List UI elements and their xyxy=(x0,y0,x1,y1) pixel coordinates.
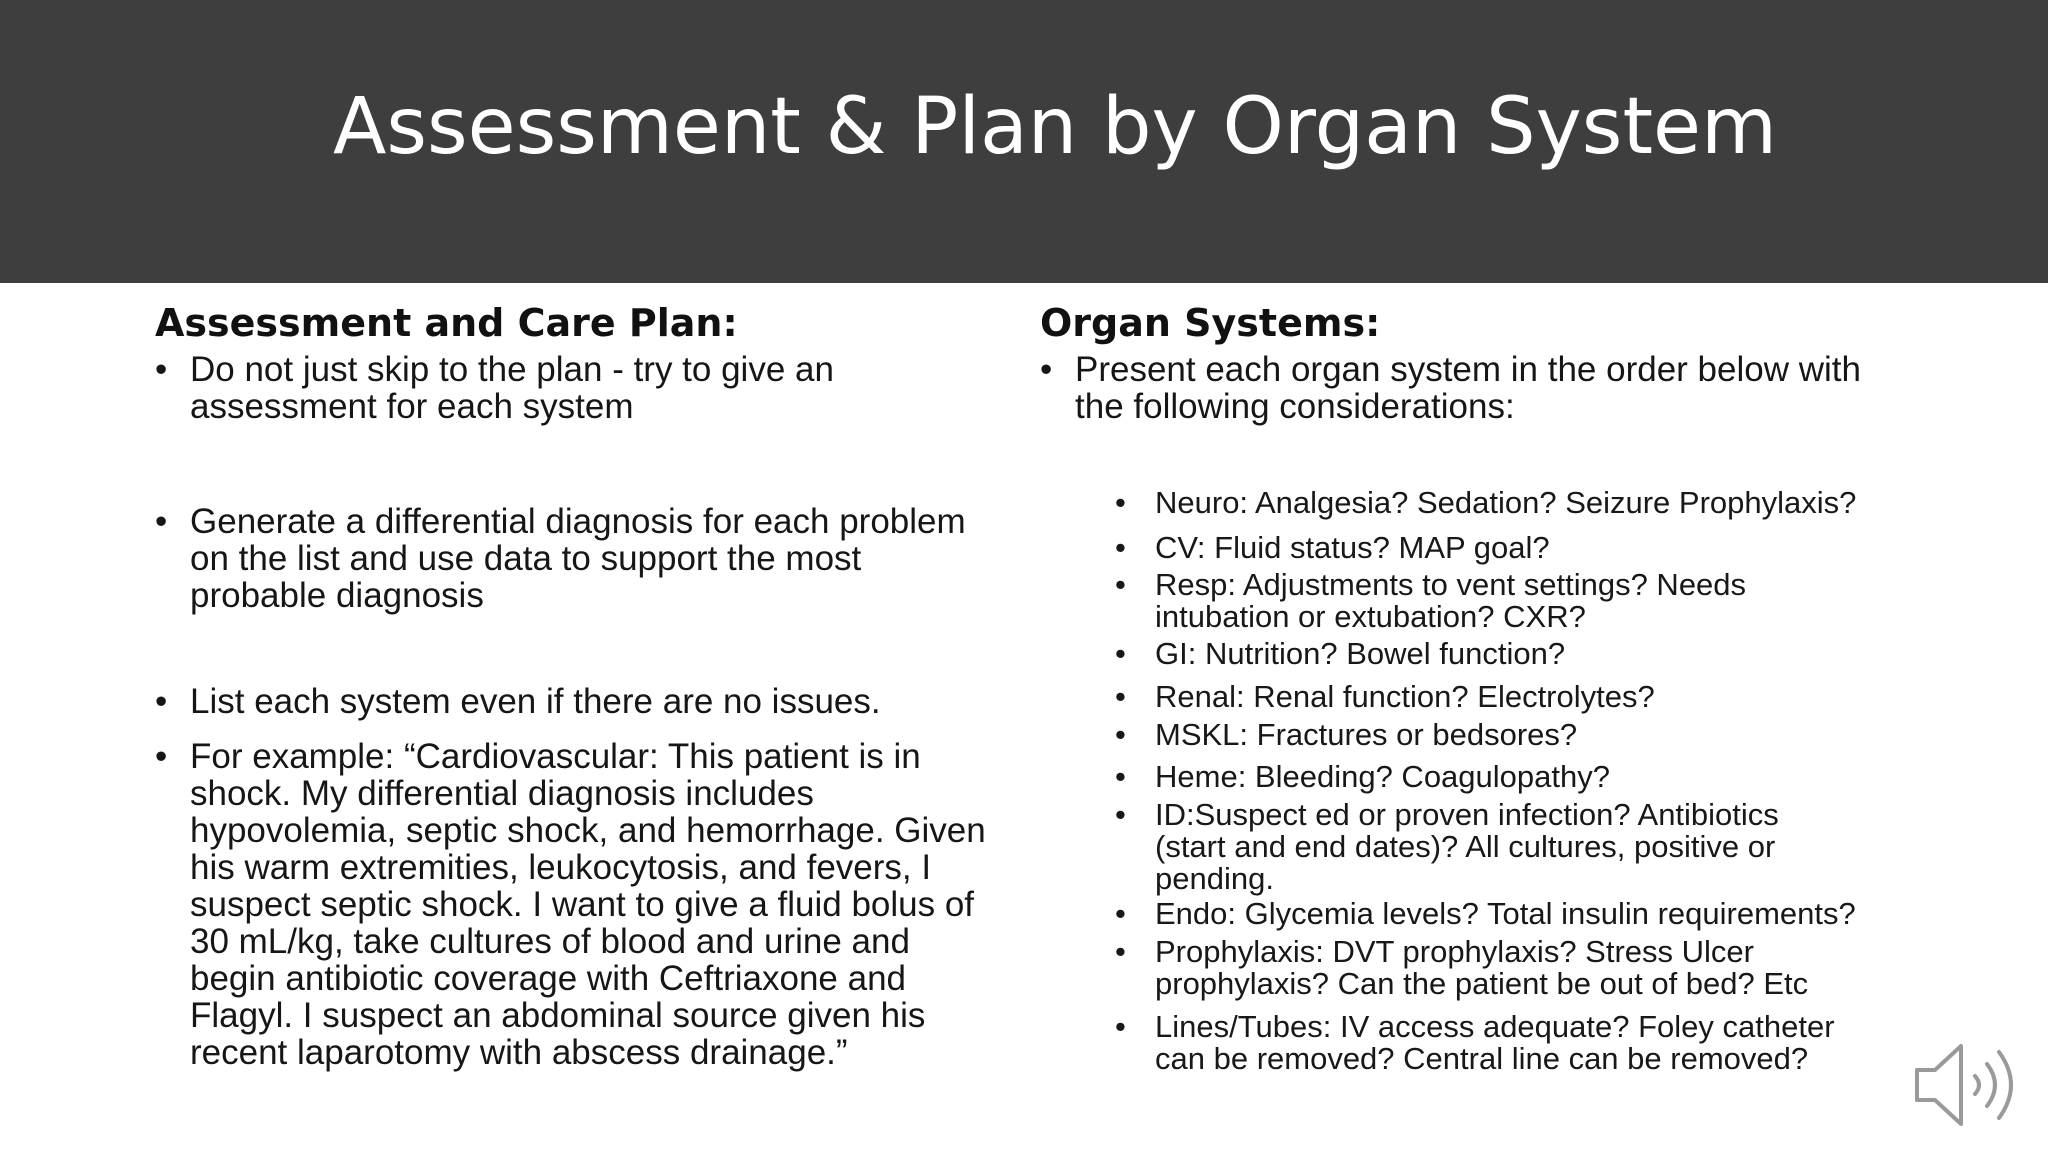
bullet-marker: • xyxy=(1115,759,1126,794)
bullet-text: List each system even if there are no issues. xyxy=(190,682,881,721)
item-text: Neuro: Analgesia? Sedation? Seizure Prophylaxis? xyxy=(1155,485,1857,520)
bullet-marker: • xyxy=(1115,1009,1126,1044)
item-text: Heme: Bleeding? Coagulopathy? xyxy=(1155,759,1610,794)
bullet-marker: • xyxy=(1115,636,1126,671)
item-text: Prophylaxis: DVT prophylaxis? Stress Ulcer prophylaxis? Can the patient be out of bed? Etc xyxy=(1155,934,1809,1001)
bullet-marker: • xyxy=(1115,530,1126,565)
item-text: Renal: Renal function? Electrolytes? xyxy=(1155,679,1655,714)
item-text: Resp: Adjustments to vent settings? Needs intubation or extubation? CXR? xyxy=(1155,567,1747,634)
bullet-marker: • xyxy=(155,682,168,721)
speaker-icon[interactable] xyxy=(1913,1040,2029,1130)
bullet-text: Do not just skip to the plan - try to give an assessment for each system xyxy=(190,350,834,426)
title-bar xyxy=(0,0,2048,283)
bullet-marker: • xyxy=(1115,896,1126,931)
bullet-marker: • xyxy=(1040,350,1053,389)
assessment-heading: Assessment and Care Plan: xyxy=(155,301,738,345)
bullet-marker: • xyxy=(1115,934,1126,969)
slide-content xyxy=(138,283,1878,1152)
bullet-marker: • xyxy=(1115,717,1126,752)
organ-systems-heading: Organ Systems: xyxy=(1040,301,1381,345)
bullet-marker: • xyxy=(155,350,168,389)
slide-title: Assessment & Plan by Organ System xyxy=(333,82,1777,172)
bullet-text: Present each organ system in the order below with the following considerations: xyxy=(1075,350,1861,426)
bullet-marker: • xyxy=(155,502,168,541)
item-text: ID:Suspect ed or proven infection? Antibiotics (start and end dates)? All cultures, positive or pending. xyxy=(1155,797,1779,896)
bullet-marker: • xyxy=(1115,485,1126,520)
bullet-text: For example: “Cardiovascular: This patient is in shock. My differential diagnosis includes hypovolemia, septic shock, and hemorrhage. Given his warm extremities, leukocytosis, and fevers, I suspect septic shock. I want to give a fluid bolus of 30 mL/kg, take cultures of blood and urine and begin antibiotic coverage with Ceftriaxone and Flagyl. I suspect an abdominal source given his recent laparotomy with abscess drainage.” xyxy=(190,737,986,1072)
bullet-marker: • xyxy=(1115,797,1126,832)
item-text: Endo: Glycemia levels? Total insulin requirements? xyxy=(1155,896,1856,931)
bullet-text: Generate a differential diagnosis for each problem on the list and use data to support the most probable diagnosis xyxy=(190,502,966,615)
item-text: Lines/Tubes: IV access adequate? Foley catheter can be removed? Central line can be removed? xyxy=(1155,1009,1835,1076)
item-text: MSKL: Fractures or bedsores? xyxy=(1155,717,1578,752)
bullet-marker: • xyxy=(1115,567,1126,602)
item-text: GI: Nutrition? Bowel function? xyxy=(1155,636,1566,671)
bullet-marker: • xyxy=(1115,679,1126,714)
item-text: CV: Fluid status? MAP goal? xyxy=(1155,530,1550,565)
bullet-marker: • xyxy=(155,737,168,776)
